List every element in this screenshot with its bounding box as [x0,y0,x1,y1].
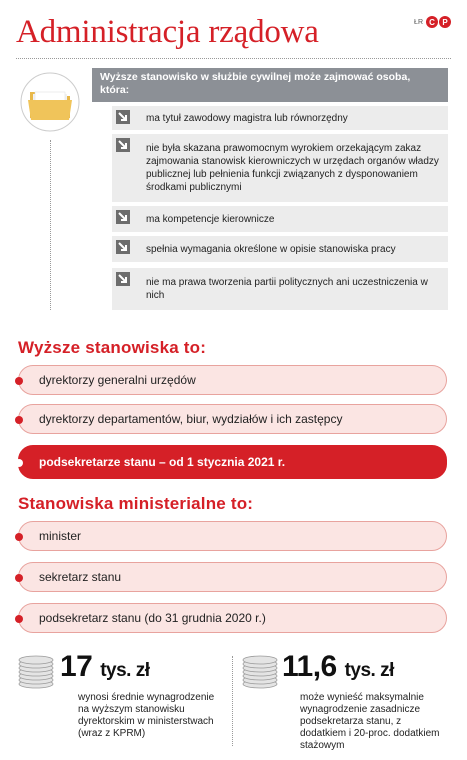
arrow-down-right-icon [116,138,130,152]
senior-positions-title: Wyższe stanowiska to: [18,338,207,357]
arrow-down-right-icon [116,272,130,286]
stat-value: 11,6 tys. zł [282,650,394,683]
stat-divider [232,656,233,746]
coins-icon [240,654,280,695]
qualification-item: nie ma prawa tworzenia partii politycznych ani uczestniczenia w nich [112,268,448,310]
arrow-down-right-icon [116,210,130,224]
connector-line [50,140,51,310]
bullet-icon [15,416,23,424]
folder-icon [20,72,80,132]
page-title: Administracja rządowa [16,14,319,50]
arrow-down-right-icon [116,110,130,124]
publisher-logo-icon: C P [426,16,451,28]
stat-value: 17 tys. zł [60,650,150,683]
arrow-down-right-icon [116,240,130,254]
ministerial-positions-title: Stanowiska ministerialne to: [18,494,254,513]
bullet-icon [15,615,23,623]
qualification-item: spełnia wymagania określone w opisie stanowiska pracy [112,236,448,262]
senior-position-item: dyrektorzy departamentów, biur, wydziałów i ich zastępcy [18,404,447,434]
qualification-item: nie była skazana prawomocnym wyrokiem orzekającym zakaz zajmowania stanowisk kierowniczych w urzędach organów władzy publicznej lub pełnienia funkcji związanych z dysponowaniem środkami publicznymi [112,134,448,202]
senior-position-item-highlighted: podsekretarze stanu – od 1 stycznia 2021 r. [18,445,447,479]
author-initials: ŁR [414,18,423,26]
stat-description: może wynieść maksymalnie wynagrodzenie zasadnicze podsekretarza stanu, z dodatkiem i 20-proc. dodatkiem stażowym [300,692,440,751]
coins-icon [16,654,56,695]
qualification-item: ma kompetencje kierownicze [112,206,448,232]
bullet-icon [15,459,23,467]
ministerial-position-item: sekretarz stanu [18,562,447,592]
bullet-icon [15,574,23,582]
stat-description: wynosi średnie wynagrodzenie na wyższym stanowisku dyrektorskim w ministerstwach (wraz z KPRM) [78,692,215,739]
senior-position-item: dyrektorzy generalni urzędów [18,365,447,395]
title-divider [16,58,451,59]
bullet-icon [15,533,23,541]
credit [414,16,451,28]
bullet-icon [15,377,23,385]
ministerial-position-item: minister [18,521,447,551]
qualification-item: ma tytuł zawodowy magistra lub równorzędny [112,106,448,130]
qualifications-header: Wyższe stanowisko w służbie cywilnej może zajmować osoba, która: [92,68,448,102]
ministerial-position-item: podsekretarz stanu (do 31 grudnia 2020 r.) [18,603,447,633]
